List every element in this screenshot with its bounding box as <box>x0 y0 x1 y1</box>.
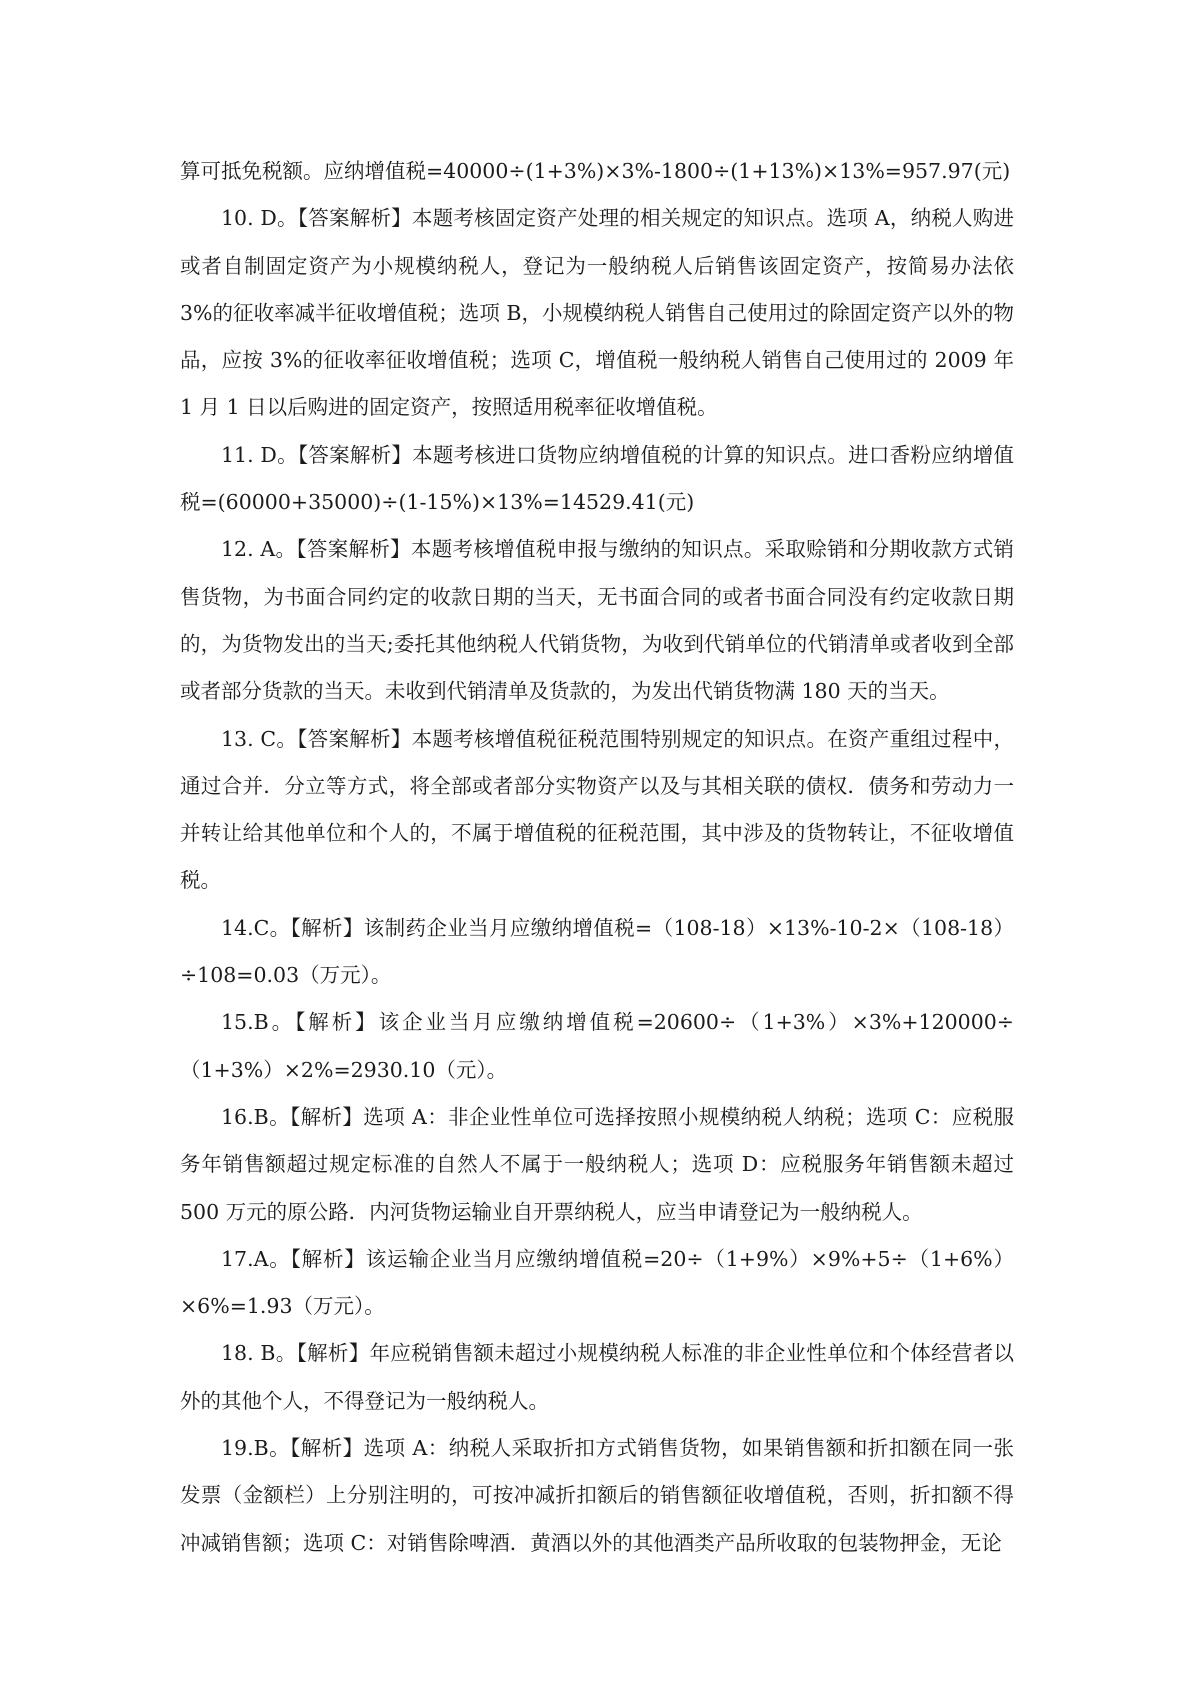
paragraph-answer-15: 15.B。【解析】该企业当月应缴纳增值税=20600÷（1+3%）×3%+120000÷（1+3%）×2%=2930.10（元）。 <box>180 1010 1014 1082</box>
paragraph-answer-16: 16.B。【解析】选项 A：非企业性单位可选择按照小规模纳税人纳税；选项 C：应税服务年销售额超过规定标准的自然人不属于一般纳税人；选项 D：应税服务年销售额未超过 500 万元的原公路．内河货物运输业自开票纳税人，应当申请登记为一般纳税人。 <box>180 1104 1014 1224</box>
paragraph-answer-18: 18. B。【解析】年应税销售额未超过小规模纳税人标准的非企业性单位和个体经营者以外的其他个人，不得登记为一般纳税人。 <box>180 1341 1014 1413</box>
paragraph-answer-11: 11. D。【答案解析】本题考核进口货物应纳增值税的计算的知识点。进口香粉应纳增值税=(60000+35000)÷(1-15%)×13%=14529.41(元) <box>180 442 1014 515</box>
paragraph-answer-10: 10. D。【答案解析】本题考核固定资产处理的相关规定的知识点。选项 A，纳税人购进或者自制固定资产为小规模纳税人，登记为一般纳税人后销售该固定资产，按简易办法依 3%的征收率减半征收增值税；选项 B，小规模纳税人销售自己使用过的除固定资产以外的物品，应按 3%的征收率征收增值税；选项 C，增值税一般纳税人销售自己使用过的 2009 年 1 月 1 日以后购进的固定资产，按照适用税率征收增值税。 <box>180 206 1014 420</box>
paragraph-answer-13: 13. C。【答案解析】本题考核增值税征税范围特别规定的知识点。在资产重组过程中，通过合并．分立等方式，将全部或者部分实物资产以及与其相关联的债权．债务和劳动力一并转让给其他单位和个人的，不属于增值税的征税范围，其中涉及的货物转让，不征收增值税。 <box>180 726 1014 893</box>
paragraph-answer-12: 12. A。【答案解析】本题考核增值税申报与缴纳的知识点。采取赊销和分期收款方式销售货物，为书面合同约定的收款日期的当天，无书面合同的或者书面合同没有约定收款日期的，为货物发出的当天;委托其他纳税人代销货物，为收到代销单位的代销清单或者收到全部或者部分货款的当天。未收到代销清单及货款的，为发出代销货物满 180 天的当天。 <box>180 537 1014 704</box>
paragraph-answer-14: 14.C。【解析】该制药企业当月应缴纳增值税=（108-18）×13%-10-2×（108-18）÷108=0.03（万元）。 <box>180 915 1014 988</box>
paragraph-answer-17: 17.A。【解析】该运输企业当月应缴纳增值税=20÷（1+9%）×9%+5÷（1+6%）×6%=1.93（万元）。 <box>180 1246 1014 1319</box>
paragraph-continuation: 算可抵免税额。应纳增值税=40000÷(1+3%)×3%-1800÷(1+13%)×13%=957.97(元) <box>180 159 1011 183</box>
paragraph-answer-19: 19.B。【解析】选项 A：纳税人采取折扣方式销售货物，如果销售额和折扣额在同一张发票（金额栏）上分别注明的，可按冲减折扣额后的销售额征收增值税，否则，折扣额不得冲减销售额；选项 C：对销售除啤酒．黄酒以外的其他酒类产品所收取的包装物押金，无论 <box>180 1436 1014 1555</box>
answer-explanations <box>180 148 1014 1567</box>
